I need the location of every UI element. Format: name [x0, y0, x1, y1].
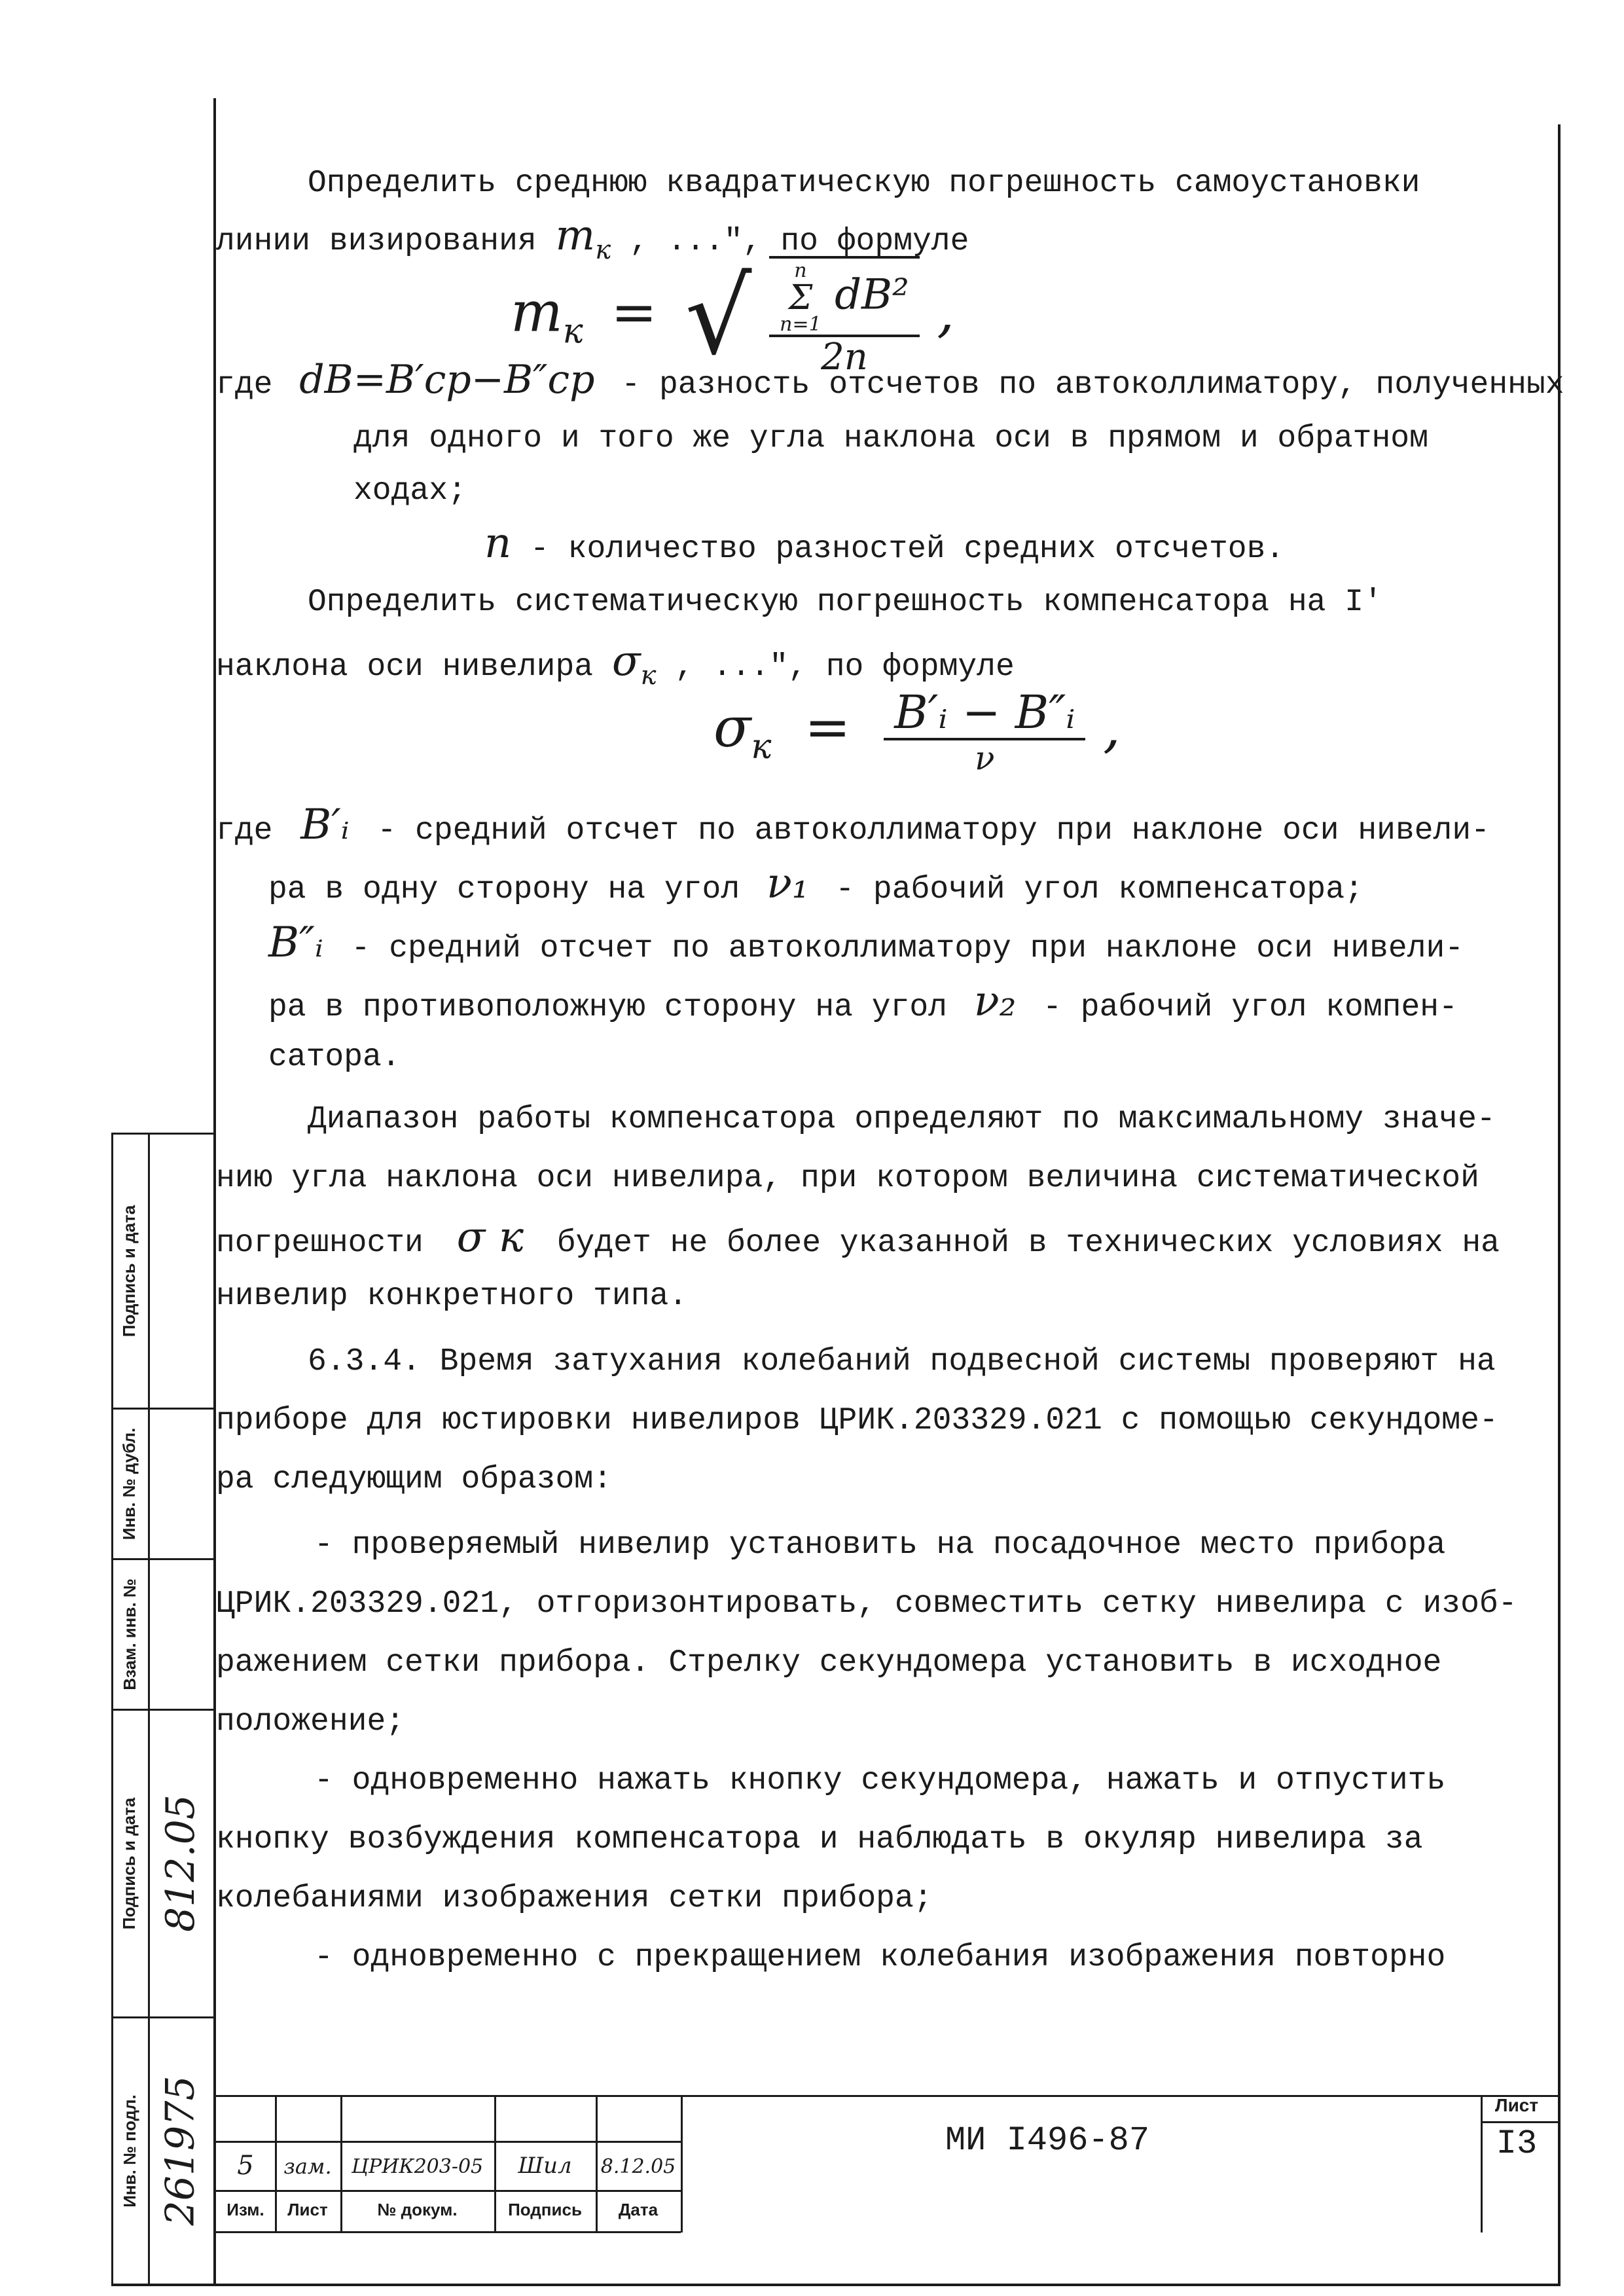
tb-sheet-value: зам. — [283, 2154, 332, 2179]
paragraph-line: Определить систематическую погрешность компенсатора на I′ — [308, 585, 1382, 620]
title-block-bottom — [216, 2231, 681, 2233]
paragraph-line: где B′ᵢ - средний отсчет по автоколлиматору при наклоне оси нивели- — [216, 801, 1490, 849]
tb-sign-value: Шил — [518, 2153, 572, 2179]
title-block-row — [216, 2190, 681, 2192]
list-item-line: положение; — [216, 1704, 405, 1740]
list-item-line: колебаниями изображения сетки прибора; — [216, 1881, 933, 1916]
tb-head-change: Изм. — [226, 2200, 264, 2219]
title-block-col — [681, 2095, 683, 2232]
margin-row-line — [111, 1558, 216, 1560]
tb-doc-value: ЦРИК203-05 — [351, 2155, 484, 2178]
margin-row-line — [111, 1408, 216, 1410]
formula-sigma: $\sigma_к$ = $\frac{\text{B′ᵢ − B″ᵢ}}{\nu}$ , — [713, 685, 1121, 777]
document-code: МИ I496-87 — [945, 2121, 1150, 2160]
margin-handwritten-inv-number: 261975 — [158, 2075, 204, 2226]
paragraph-line: n - количество разностей средних отсчетов. — [484, 519, 1285, 568]
frame-bottom-border — [111, 2284, 1561, 2286]
title-block-row — [216, 2141, 681, 2143]
paragraph-line: ра в одну сторону на угол ν₁ - рабочий угол компенсатора; — [268, 860, 1363, 908]
margin-signature-date-1: Подпись и дата — [119, 1205, 139, 1337]
variable-nu2: ν₂ — [973, 977, 1017, 1026]
title-block-sheet-row — [1481, 2121, 1558, 2123]
tb-head-doc: № докум. — [377, 2200, 458, 2219]
list-item-line: - одновременно нажать кнопку секундомера, нажать и отпустить — [314, 1763, 1446, 1798]
paragraph-line: Диапазон работы компенсатора определяют по максимальному значе- — [308, 1102, 1496, 1137]
list-item-line: - проверяемый нивелир установить на посадочное место прибора — [314, 1527, 1446, 1563]
paragraph-line: ра следующим образом: — [216, 1462, 612, 1497]
variable-nu1: ν₁ — [766, 860, 809, 908]
paragraph-line: нию угла наклона оси нивелира, при котором величина систематической — [216, 1161, 1479, 1196]
variable-Bi-prime: B′ᵢ — [300, 801, 350, 849]
formula-dB: dB=B′ср−B″ср — [299, 357, 595, 403]
paragraph-line: наклона оси нивелира $\sigma_к$ , ...", по формуле — [216, 637, 1015, 691]
sheet-number: I3 — [1496, 2124, 1538, 2163]
margin-signature-date-2: Подпись и дата — [119, 1797, 139, 1929]
sheet-label: Лист — [1494, 2095, 1539, 2115]
variable-m: $m_к$ — [555, 211, 611, 265]
variable-Bi-double-prime: B″ᵢ — [268, 919, 323, 967]
text-span: , ...", по формуле — [629, 224, 969, 259]
margin-box-top — [111, 1133, 216, 1135]
text-span: линии визирования — [216, 224, 537, 259]
variable-sigma: $\sigma_к$ — [611, 637, 657, 691]
paragraph-line: приборе для юстировки нивелиров ЦРИК.203329.021 с помощью секундоме- — [216, 1403, 1498, 1438]
tb-change-value: 5 — [237, 2151, 254, 2181]
paragraph-line: Определить среднюю квадратическую погрешность самоустановки — [308, 166, 1420, 201]
margin-inv-orig: Инв. № подл. — [119, 2094, 139, 2208]
variable-sigma-k: σ к — [456, 1213, 524, 1262]
paragraph-line: ра в противоположную сторону на угол ν₂ - рабочий угол компен- — [268, 977, 1458, 1026]
list-item-line: кнопку возбуждения компенсатора и наблюдать в окуляр нивелира за — [216, 1822, 1423, 1857]
tb-date-value: 8.12.05 — [600, 2155, 676, 2178]
paragraph-line: ходах; — [353, 473, 467, 509]
paragraph-line: сатора. — [268, 1040, 401, 1075]
paragraph-line: где dB=B′ср−B″ср - разность отсчетов по автоколлиматору, полученных — [216, 357, 1564, 403]
formula-mk: $m_к$ = √ n Σ n=1 dB² 2n , — [511, 255, 955, 378]
paragraph-line: 6.3.4. Время затухания колебаний подвесной системы проверяют на — [308, 1344, 1496, 1379]
tb-head-sheet: Лист — [287, 2200, 328, 2219]
paragraph-line: для одного и того же угла наклона оси в прямом и обратном — [353, 421, 1428, 456]
tb-head-date: Дата — [618, 2200, 659, 2219]
list-item-line: ражением сетки прибора. Стрелку секундомера установить в исходное — [216, 1645, 1442, 1681]
list-item-line: ЦРИК.203329.021, отгоризонтировать, совместить сетку нивелира с изоб- — [216, 1586, 1517, 1622]
tb-head-sign: Подпись — [508, 2200, 582, 2219]
margin-row-line — [111, 1709, 216, 1711]
margin-handwritten-signature: 812.05 — [158, 1795, 204, 1932]
paragraph-line: нивелир конкретного типа. — [216, 1279, 688, 1314]
sqrt-icon: √ — [685, 255, 752, 378]
paragraph-line: погрешности σ к будет не более указанной в технических условиях на — [216, 1213, 1500, 1262]
variable-n: n — [484, 519, 512, 568]
margin-row-line — [111, 2016, 216, 2018]
margin-inv-dup: Инв. № дубл. — [119, 1427, 139, 1540]
margin-replace-inv: Взам. инв. № — [119, 1578, 139, 1690]
list-item-line: - одновременно с прекращением колебания изображения повторно — [314, 1940, 1446, 1975]
title-block-top — [216, 2095, 1558, 2097]
paragraph-line: B″ᵢ - средний отсчет по автоколлиматору при наклоне оси нивели- — [268, 919, 1464, 967]
